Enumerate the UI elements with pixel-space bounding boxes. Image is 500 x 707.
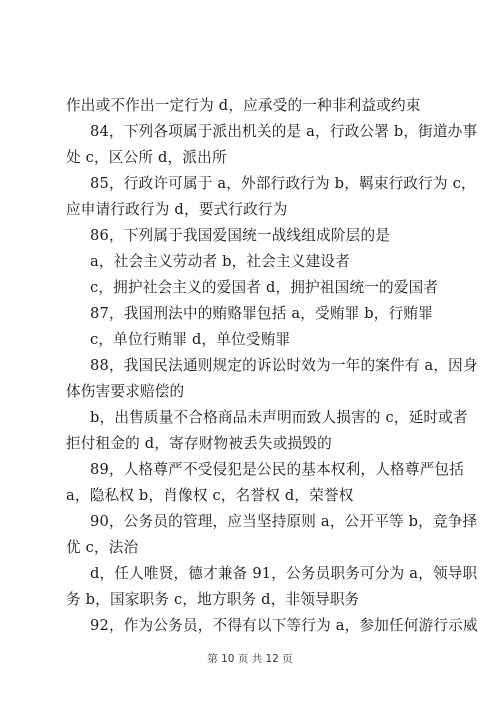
text-line: 92，作为公务员，不得有以下等行为 a，参加任何游行示威	[90, 617, 478, 634]
text-line: 体伤害要求赔偿的	[66, 383, 185, 400]
text-line: d，任人唯贤，德才兼备 91，公务员职务可分为 a，领导职	[90, 565, 478, 582]
document-body	[66, 93, 478, 639]
text-line: 应申请行政行为 d，要式行政行为	[66, 201, 288, 218]
text-line: 86，下列属于我国爱国统一战线组成阶层的是	[90, 227, 391, 244]
text-line: 89，人格尊严不受侵犯是公民的基本权利，人格尊严包括	[90, 461, 465, 478]
page-number-footer: 第 10 页 共 12 页	[207, 653, 293, 665]
text-line: c，单位行贿罪 d，单位受贿罪	[90, 331, 291, 348]
text-line: 务 b，国家职务 c，地方职务 d，非领导职务	[66, 591, 360, 608]
text-line: 84，下列各项属于派出机关的是 a，行政公署 b，街道办事	[90, 123, 478, 140]
text-line: 90，公务员的管理，应当坚持原则 a，公开平等 b，竞争择	[90, 513, 478, 530]
text-line: 87，我国刑法中的贿赂罪包括 a，受贿罪 b，行贿罪	[90, 305, 433, 322]
text-line: 拒付租金的 d，寄存财物被丢失或损毁的	[66, 435, 332, 452]
text-line: 处 c，区公所 d，派出所	[66, 149, 227, 166]
text-line: c，拥护社会主义的爱国者 d，拥护祖国统一的爱国者	[90, 279, 439, 296]
text-line: 作出或不作出一定行为 d，应承受的一种非利益或约束	[66, 97, 421, 114]
text-line: 优 c，法治	[66, 539, 139, 556]
text-line: 88，我国民法通则规定的诉讼时效为一年的案件有 a，因身	[90, 357, 478, 374]
text-line: b，出售质量不合格商品未声明而致人损害的 c，延时或者	[90, 409, 468, 426]
text-line: a，社会主义劳动者 b，社会主义建设者	[90, 253, 350, 270]
text-line: 85，行政许可属于 a，外部行政行为 b，羁束行政行为 c，	[90, 175, 476, 192]
text-line: a，隐私权 b，肖像权 c，名誉权 d，荣誉权	[66, 487, 354, 504]
